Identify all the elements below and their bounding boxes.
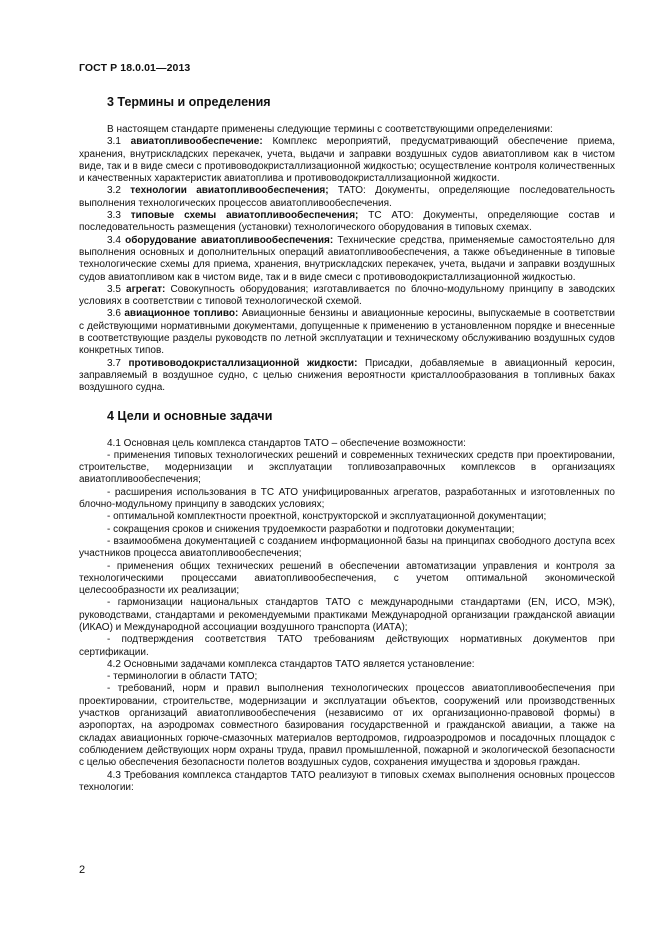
body-paragraph: - оптимальной комплектности проектной, конструкторской и эксплуатационной документации;: [107, 511, 547, 523]
term-definition: [79, 210, 615, 235]
section-3-title: 3 Термины и определения: [107, 95, 271, 109]
term-text: ТС АТО: Документы, определяющие состав и последовательность размещения (установки) технологического оборудования в типовых схемах.: [79, 210, 615, 234]
body-paragraph: - требований, норм и правил выполнения технологических процессов авиатопливообеспечения при проектировании, строительстве, модернизации и эксплуатации объектов, сооружений или производственных участков организаций авиатопливообеспечения (независимо от их организационно-правовой формы) в аэропортах, на аэродромах совместного базирования государственной и гражданской авиации, а также на складах авиационных горюче-смазочных материалов вертодромов, гидроаэродромов и посадочных площадок с соблюдением действующих норм охраны труда, правил промышленной, пожарной и экологической безопасности с целью обеспечения безопасности полетов воздушных судов, сохранения имущества и здоровья граждан.: [79, 683, 615, 769]
term-name: технологии авиатопливообеспечения;: [130, 185, 329, 197]
document-body: [79, 95, 615, 794]
term-definition: [79, 136, 615, 185]
body-paragraph: - терминологии в области ТАТО;: [107, 671, 258, 683]
term-number: 3.5: [107, 283, 127, 295]
term-definition: [79, 358, 615, 395]
term-name: оборудование авиатопливообеспечения:: [125, 234, 334, 246]
body-paragraph: - применения общих технических решений в обеспечении автоматизации управления и контроля за технологическими процессами авиатопливообеспечения, с учетом оптимальной экономической целесообразности их реализации;: [79, 560, 615, 597]
body-paragraph: - взаимообмена документацией с созданием информационной базы на принципах свободного доступа всех участников процесса авиатопливообеспечения;: [79, 535, 615, 560]
term-text: Авиационные бензины и авиационные керосины, выпускаемые в соответствии с действующими нормативными документами, допущенные к применению в установленном порядке и внесенные в соответствующие разделы руководств по летной эксплуатации и техническому обслуживанию воздушных судов конкретных типов.: [79, 308, 615, 357]
term-text: Комплекс мероприятий, предусматривающий обеспечение приема, хранения, внутрискладских перекачек, учета, выдачи и заправки воздушных судов авиатопливом как в чистом виде, так и в виде смеси с противоводокристаллизационной жидкостью; осуществление контроля количественных и качественных характеристик авиатоплива и противоводокристаллизационной жидкости.: [79, 136, 615, 185]
term-text: Технические средства, применяемые самостоятельно для выполнения основных и дополнительных операций авиатопливообеспечения, а также объединенные в типовые технологические схемы для приема, хранения, внутрискладских перекачек, учета, выдачи и заправки воздушных судов авиатопливом как в чистом виде, так и в виде смеси с противоводокристаллизационной жидкостью.: [79, 234, 615, 283]
term-number: 3.1: [107, 136, 131, 148]
term-definition: [79, 185, 615, 210]
body-paragraph: - расширения использования в ТС АТО унифицированных агрегатов, разработанных и изготовленных по блочно-модульному принципу в заводских условиях;: [79, 486, 615, 511]
term-text: Присадки, добавляемые в авиационный керосин, заправляемый в воздушное судно, с целью снижения вероятности кристаллообразования в топливных баках воздушного судна.: [79, 357, 615, 394]
term-name: авиатопливообеспечение:: [130, 136, 263, 148]
section-3-intro: В настоящем стандарте применены следующие термины с соответствующими определениями:: [107, 124, 553, 135]
term-number: 3.7: [107, 357, 129, 369]
term-number: 3.2: [107, 185, 131, 197]
term-name: типовые схемы авиатопливообеспечения;: [130, 210, 359, 222]
section-4-title: 4 Цели и основные задачи: [107, 408, 273, 423]
term-definition: [79, 308, 615, 357]
term-definition: [79, 235, 615, 284]
body-paragraph: - применения типовых технологических решений и современных технических средств при проектировании, строительстве, модернизации и эксплуатации топливозаправочных комплексов в организациях авиатопливообеспечения;: [79, 449, 615, 486]
term-text: Совокупность оборудования; изготавливается по блочно-модульному принципу в заводских условиях в соответствии с типовой технологической схемой.: [79, 283, 615, 308]
term-name: противоводокристаллизационной жидкости:: [128, 357, 358, 369]
term-definition: [79, 284, 615, 309]
term-name: авиационное топливо:: [124, 308, 239, 320]
body-paragraph: 4.2 Основными задачами комплекса стандартов ТАТО является установление:: [107, 658, 475, 670]
section-4-paragraphs: [79, 438, 615, 795]
body-paragraph: 4.1 Основная цель комплекса стандартов ТАТО – обеспечение возможности:: [107, 437, 466, 449]
term-name: агрегат:: [126, 283, 166, 295]
document-code-header: ГОСТ Р 18.0.01—2013: [79, 62, 191, 74]
body-paragraph: - сокращения сроков и снижения трудоемкости разработки и подготовки документации;: [107, 523, 515, 535]
term-number: 3.4: [107, 234, 126, 246]
body-paragraph: - подтверждения соответствия ТАТО требованиям действующих нормативных документов при сертификации.: [79, 634, 615, 658]
term-text: ТАТО: Документы, определяющие последовательность выполнения технологических процессов авиатопливообеспечения.: [79, 185, 615, 209]
body-paragraph: 4.3 Требования комплекса стандартов ТАТО реализуют в типовых схемах выполнения основных процессов технологии:: [79, 769, 615, 793]
term-number: 3.3: [107, 210, 131, 222]
terms-list: [79, 136, 615, 394]
page-number: 2: [79, 864, 86, 876]
body-paragraph: - гармонизации национальных стандартов ТАТО с международными стандартами (EN, ИСО, МЭК), руководствами, стандартами и рекомендуемыми практиками Международной организации гражданской авиации (ИКАО) и Международной ассоциации воздушного транспорта (ИАТА);: [79, 597, 615, 633]
term-number: 3.6: [107, 308, 125, 320]
